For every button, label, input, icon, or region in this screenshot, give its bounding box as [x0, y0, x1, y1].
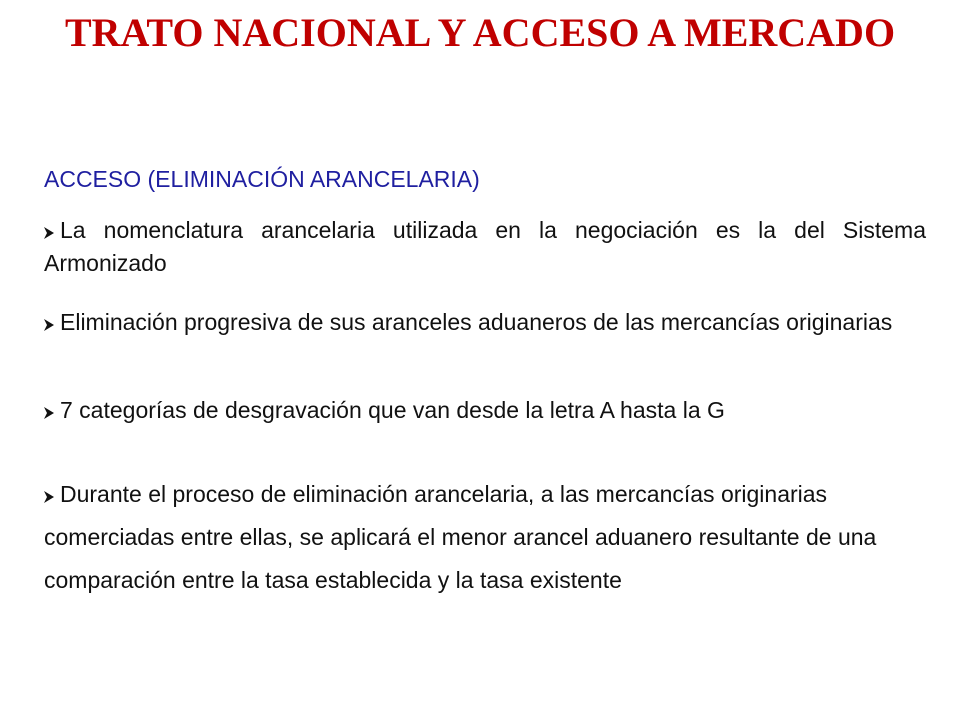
slide-title: TRATO NACIONAL Y ACCESO A MERCADO: [64, 10, 896, 55]
bullet-text: Durante el proceso de eliminación arancelaria, a las mercancías originarias comerciadas entre ellas, se aplicará el menor arancel aduanero resultante de una comparación entre la tasa establecida y la tasa existente: [44, 481, 877, 593]
bullet-item-3: [44, 394, 926, 427]
bullet-text: La nomenclatura arancelaria utilizada en la negociación es la del Sistema Armonizado: [44, 217, 926, 276]
section-heading: ACCESO (ELIMINACIÓN ARANCELARIA): [44, 166, 480, 192]
bullet-text: Eliminación progresiva de sus aranceles aduaneros de las mercancías originarias: [60, 309, 893, 335]
arrow-bullet-icon: [44, 227, 54, 239]
bullet-text: 7 categorías de desgravación que van desde la letra A hasta la G: [60, 397, 725, 423]
bullet-item-1: [44, 214, 926, 280]
arrow-bullet-icon: [44, 491, 54, 503]
bullet-item-4: [44, 473, 926, 602]
arrow-bullet-icon: [44, 319, 54, 331]
bullet-item-2: [44, 306, 926, 339]
arrow-bullet-icon: [44, 407, 54, 419]
